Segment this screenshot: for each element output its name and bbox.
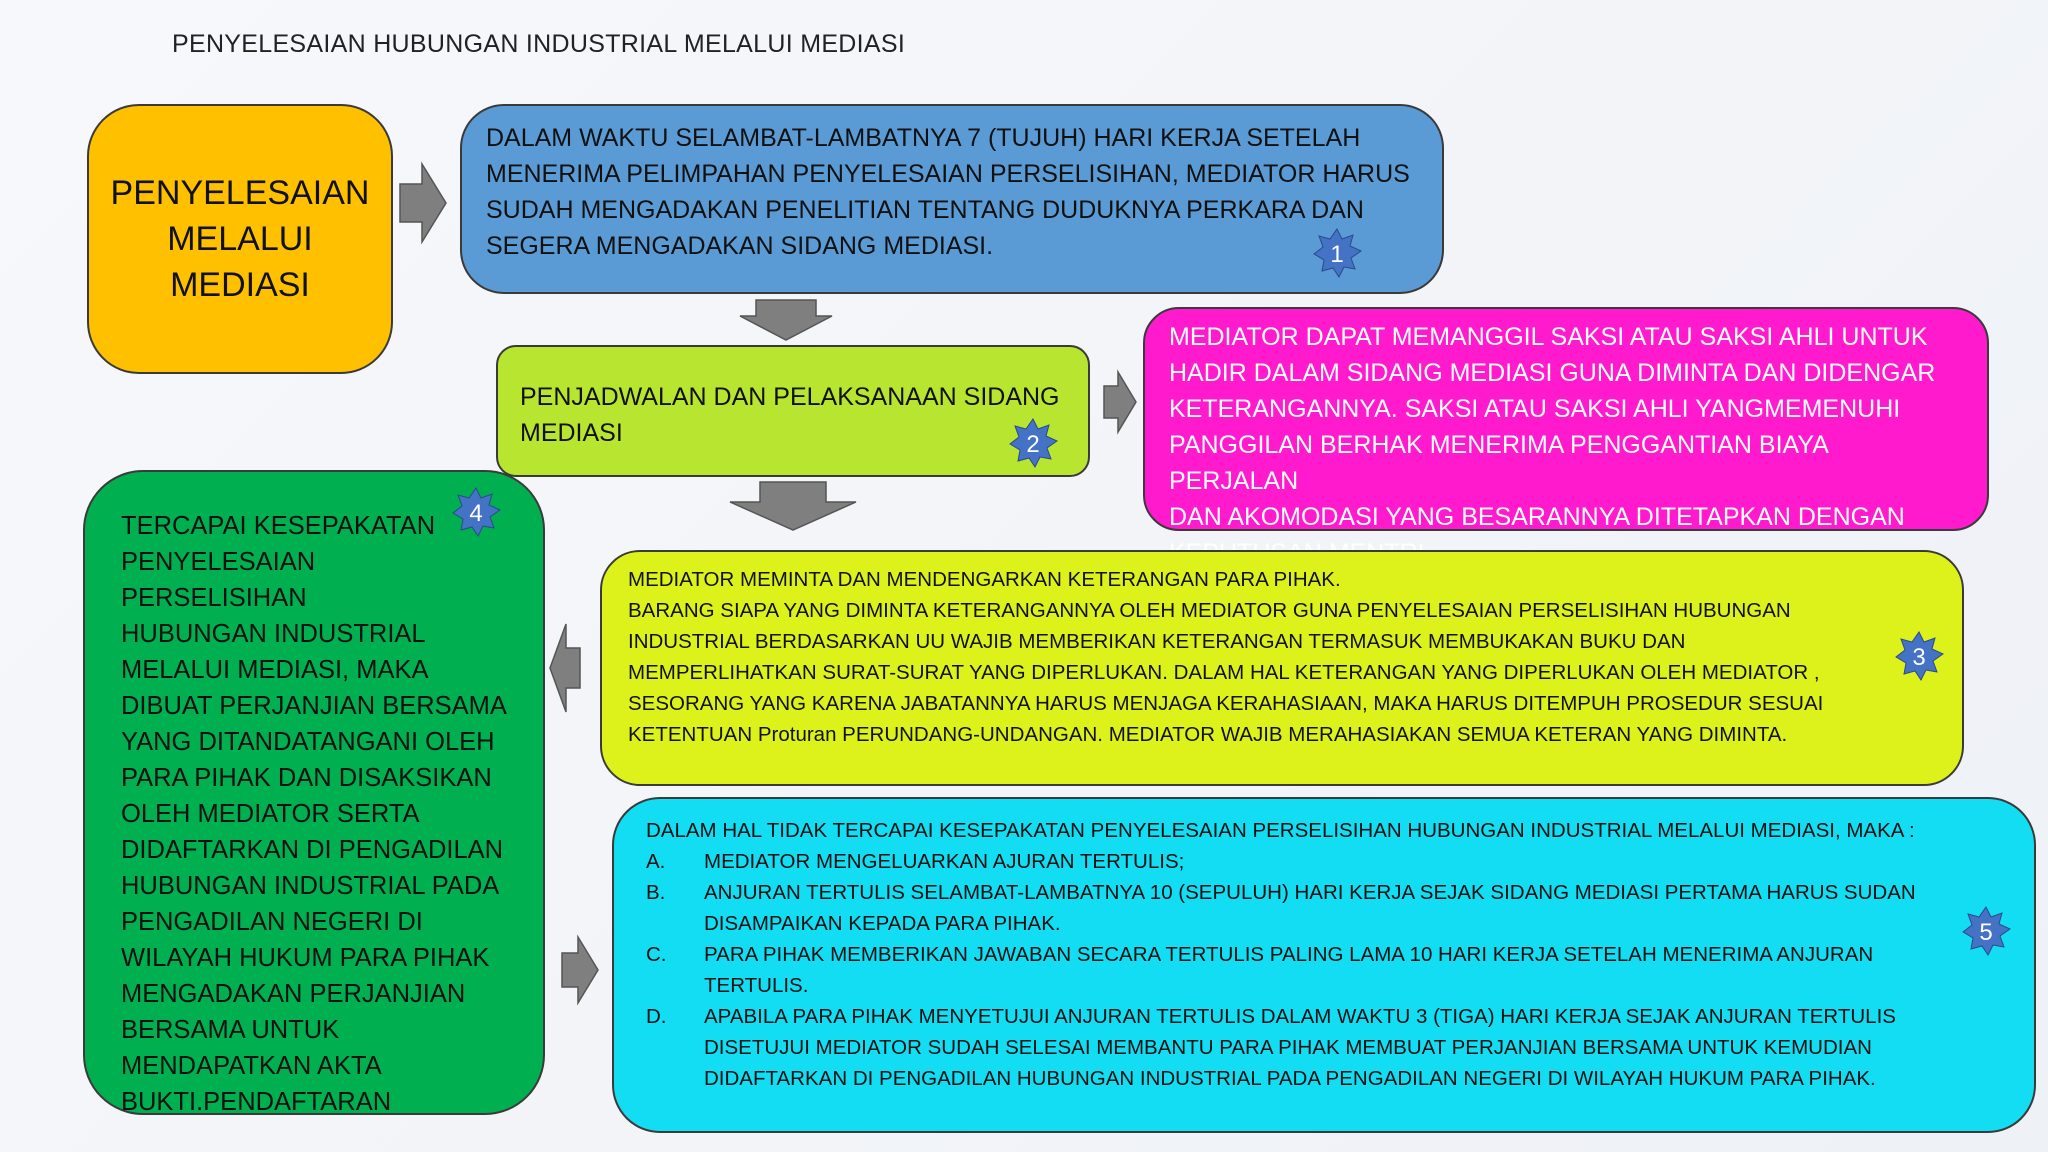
list-item: C. PARA PIHAK MEMBERIKAN JAWABAN SECARA TERTULIS PALING LAMA 10 HARI KERJA SETELAH MENERIMA ANJURAN TERTULIS.	[646, 943, 1874, 997]
step-4-box	[83, 470, 545, 1115]
step-2-badge	[1007, 417, 1059, 469]
right-arrow-icon	[560, 935, 600, 1005]
step-1-badge	[1311, 227, 1363, 279]
main-mediasi-box: PENYELESAIAN MELALUI MEDIASI	[87, 104, 393, 374]
step-3-badge	[1893, 630, 1945, 682]
step-4-number: 4	[469, 500, 483, 527]
step-1-text: DALAM WAKTU SELAMBAT-LAMBATNYA 7 (TUJUH) HARI KERJA SETELAH MENERIMA PELIMPAHAN PENYELESAIAN PERSELISIHAN, MEDIATOR HARUS SUDAH MENGADAKAN PENELITIAN TENTANG DUDUKNYA PERKARA DAN SEGERA MENGADAKAN SIDANG MEDIASI.	[486, 124, 1410, 260]
step-5-intro: DALAM HAL TIDAK TERCAPAI KESEPAKATAN PENYELESAIAN PERSELISIHAN HUBUNGAN INDUSTRIAL MELALUI MEDIASI, MAKA :	[646, 819, 1915, 842]
down-arrow-icon	[728, 480, 858, 532]
step-2-number: 2	[1026, 431, 1040, 458]
saksi-box: MEDIATOR DAPAT MEMANGGIL SAKSI ATAU SAKSI AHLI UNTUK HADIR DALAM SIDANG MEDIASI GUNA DIMINTA DAN DIDENGAR KETERANGANNYA. SAKSI ATAU SAKSI AHLI YANGMEMENUHI PANGGILAN BERHAK MENERIMA PENGGANTIAN BIAYA PERJALAN DAN AKOMODASI YANG BESARANNYA DITETAPKAN DENGAN	[1143, 307, 1989, 531]
list-item: A. MEDIATOR MENGELUARKAN AJURAN TERTULIS;	[646, 850, 1185, 873]
step-5-box	[612, 797, 2036, 1133]
down-arrow-icon	[738, 298, 834, 342]
step-3-text: MEDIATOR MEMINTA DAN MENDENGARKAN KETERANGAN PARA PIHAK. BARANG SIAPA YANG DIMINTA KETERANGANNYA OLEH MEDIATOR GUNA PENYELESAIAN PERSELISIHAN HUBUNGAN INDUSTRIAL BERDASARKAN UU WAJIB MEMBERIKAN KETERANGAN TERMASUK MEMBUKAKAN BUKU DAN MEMPERLIHATKAN SURAT-SURAT YANG DIPERLUKAN. DALAM HAL KETERANGAN YANG DIPERLUKAN OLEH MEDIATOR , SESORANG YANG KARENA JABATANNYA HARUS MENJAGA KERAHASIAAN, MAKA HARUS DITEMPUH PROSEDUR SESUAI KETENTUAN Proturan PERUNDANG-UNDANGAN. MEDIATOR WAJIB MERAHASIAKAN SEMUA KETERAN YANG DIMINTA.	[628, 568, 1824, 746]
list-item: D. APABILA PARA PIHAK MENYETUJUI ANJURAN TERTULIS DALAM WAKTU 3 (TIGA) HARI KERJA SEJAK ANJURAN TERTULIS DISETUJUI MEDIATOR SUDAH SELESAI MEMBANTU PARA PIHAK MEMBUAT PERJANJIAN BERSAMA UNTUK KEMUDIAN DIDAFTARKAN DI PENGADILAN HUBUNGAN INDUSTRIAL PADA PENGADILAN NEGERI DI WILAYAH HUKUM PARA PIHAK.	[646, 1005, 1896, 1090]
step-5-number: 5	[1979, 919, 1993, 946]
left-arrow-icon	[548, 622, 582, 714]
step-3-number: 3	[1912, 644, 1926, 671]
step-1-number: 1	[1330, 241, 1344, 268]
page-title: PENYELESAIAN HUBUNGAN INDUSTRIAL MELALUI MEDIASI	[172, 30, 906, 58]
step-2-text: PENJADWALAN DAN PELAKSANAAN SIDANG MEDIASI	[520, 383, 1060, 447]
step-5-list	[646, 846, 2002, 1094]
step-4-text: TERCAPAI KESEPAKATAN PENYELESAIAN PERSELISIHAN HUBUNGAN INDUSTRIAL MELALUI MEDIASI, MAKA DIBUAT PERJANJIAN BERSAMA YANG DITANDATANGANI OLEH PARA PIHAK DAN DISAKSIKAN OLEH MEDIATOR SERTA DIDAFTARKAN DI PENGADILAN HUBUNGAN INDUSTRIAL PADA PENGADILAN NEGERI DI WILAYAH HUKUM PARA PIHAK MENGADAKAN PERJANJIAN BERSAMA UNTUK MENDAPATKAN AKTA BUKTI.PENDAFTARAN	[121, 512, 507, 1116]
list-item: B. ANJURAN TERTULIS SELAMBAT-LAMBATNYA 10 (SEPULUH) HARI KERJA SEJAK SIDANG MEDIASI PERTAMA HARUS SUDAN DISAMPAIKAN KEPADA PARA PIHAK.	[646, 881, 1916, 935]
right-arrow-icon	[1102, 370, 1138, 434]
step-5-badge	[1960, 905, 2012, 957]
step-2-box	[496, 345, 1090, 477]
right-arrow-icon	[398, 162, 448, 244]
step-4-badge	[450, 486, 502, 538]
step-3-box	[600, 550, 1964, 786]
step-1-box	[460, 104, 1444, 294]
